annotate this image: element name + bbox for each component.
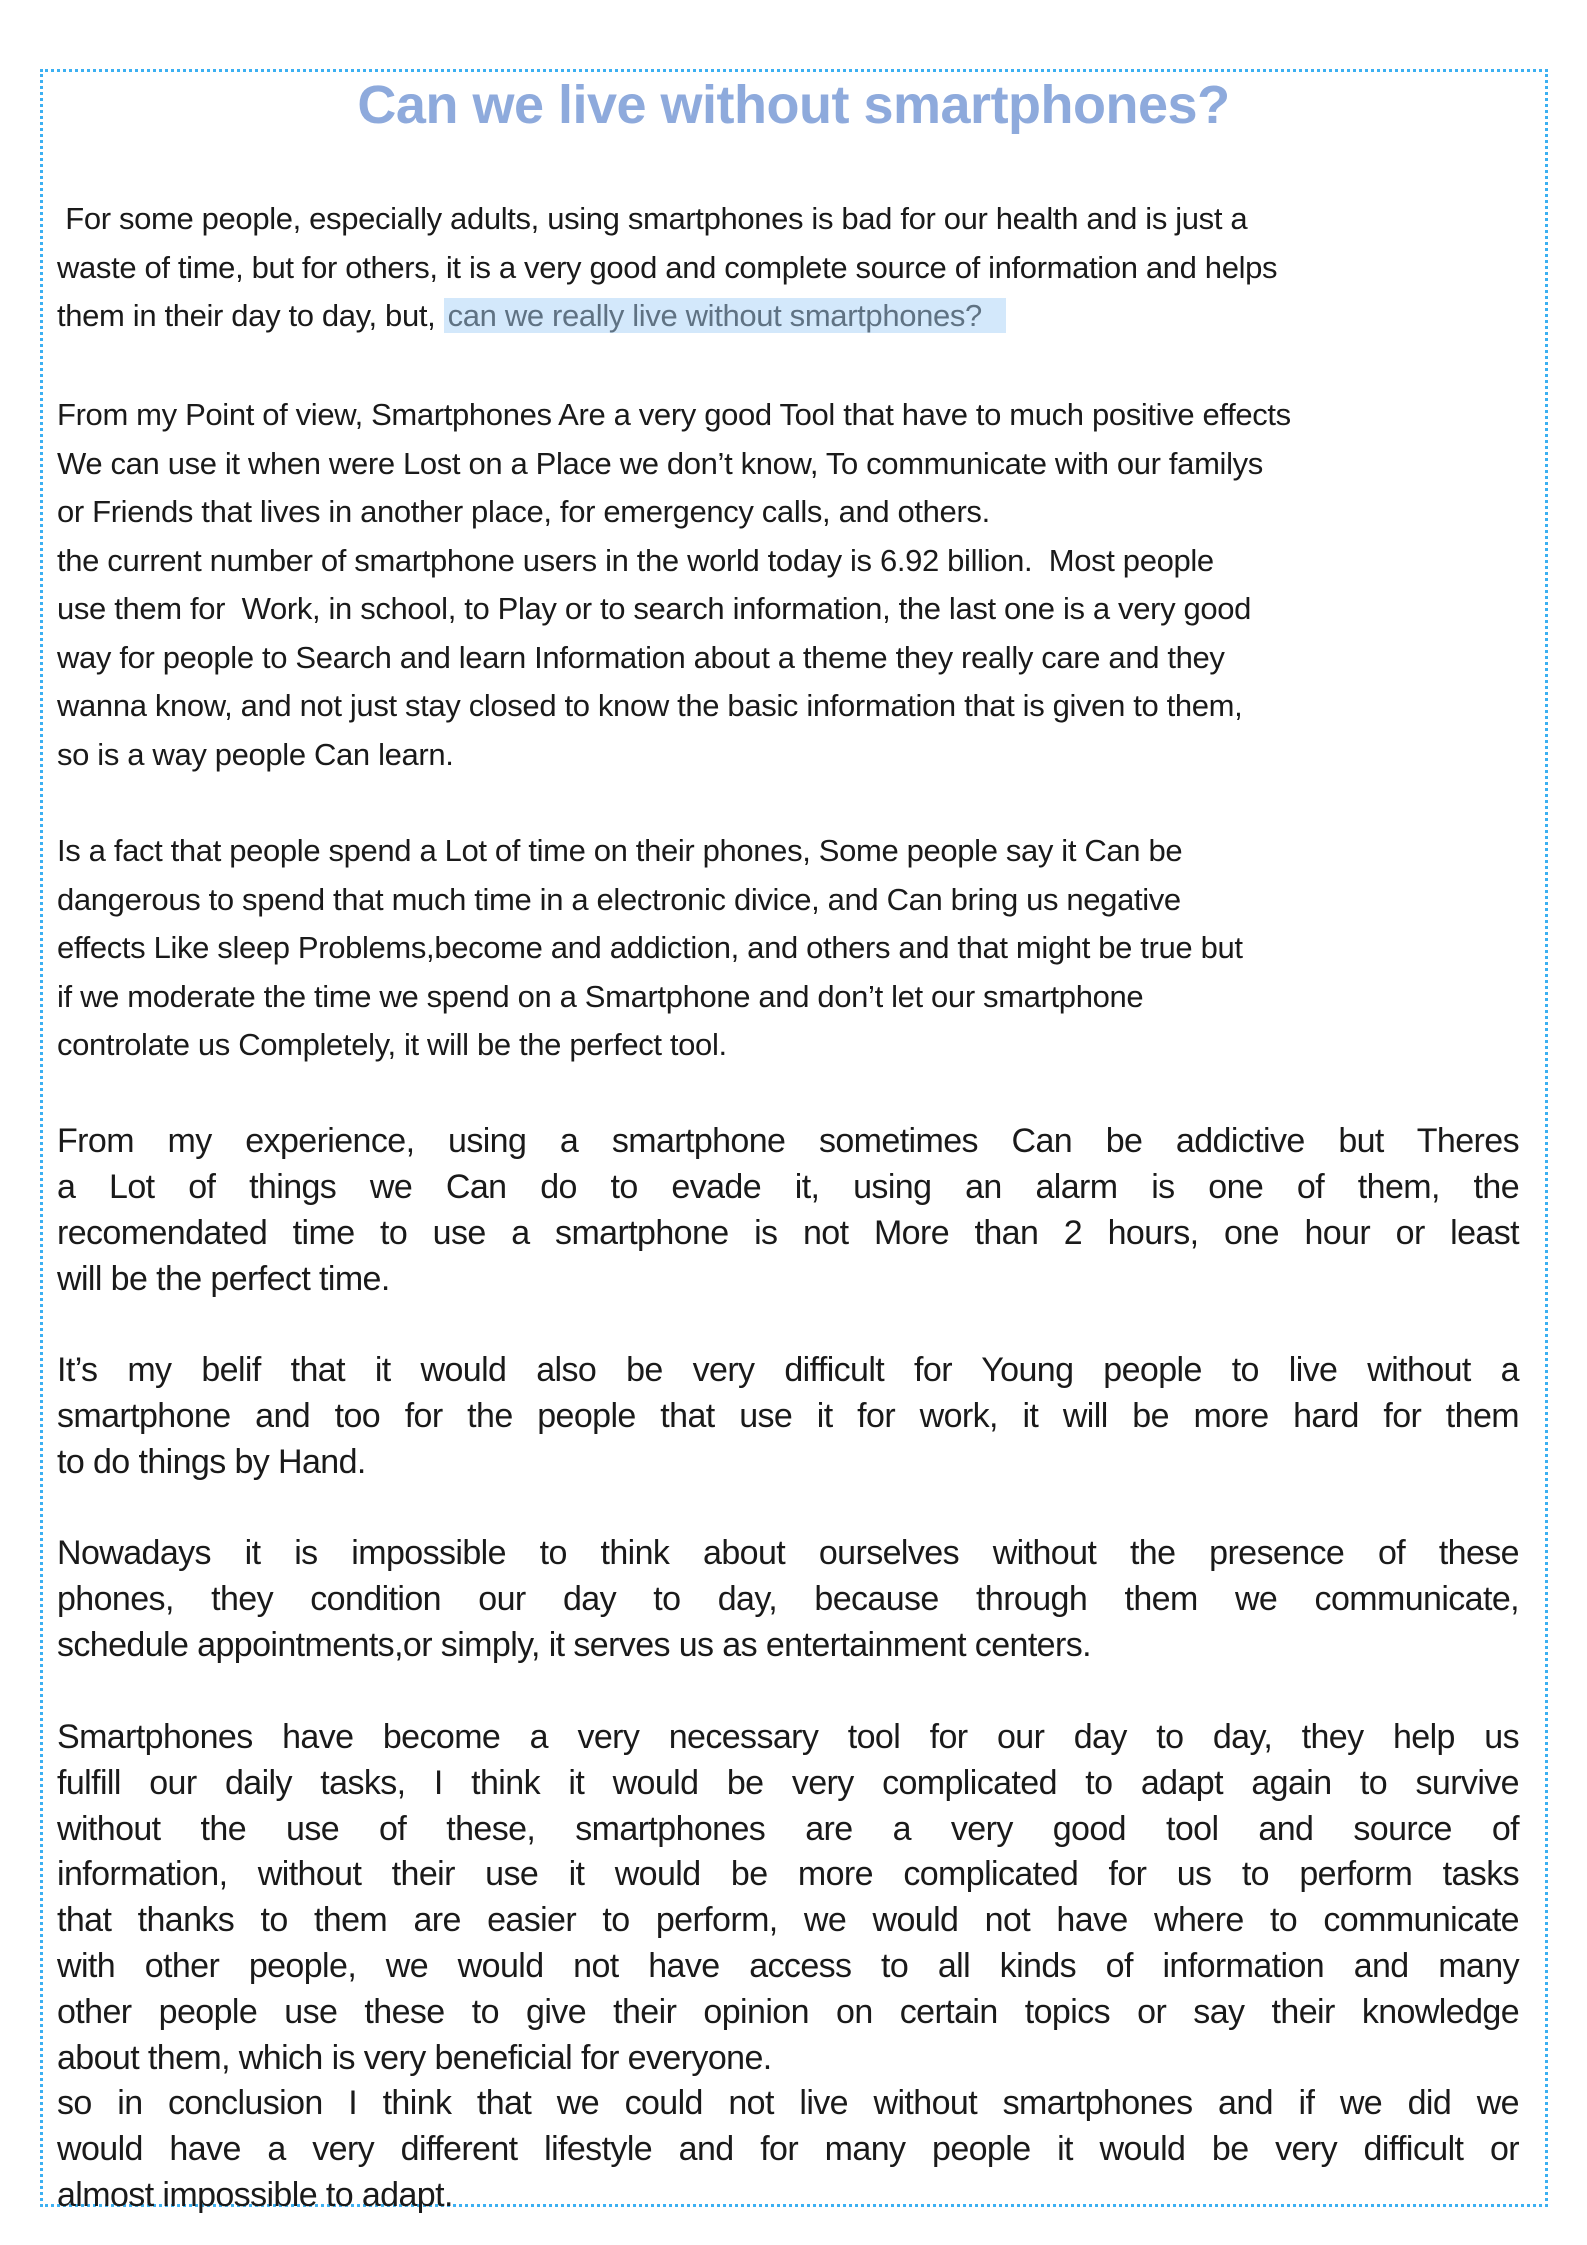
text-line: that thanks to them are easier to perform, we would not have where to communicate bbox=[57, 1901, 1519, 1940]
text-line: so is a way people Can learn. bbox=[57, 736, 454, 772]
text-line: use them for Work, in school, to Play or to search information, the last one is a very good bbox=[57, 591, 1252, 626]
text-line: dangerous to spend that much time in a electronic divice, and Can bring us negative bbox=[57, 881, 1181, 917]
text-line: recomendated time to use a smartphone is not More than 2 hours, one hour or least bbox=[57, 1214, 1519, 1252]
paragraph-nowadays bbox=[57, 1531, 1529, 1668]
highlighted-question[interactable]: can we really live without smartphones? bbox=[444, 298, 1006, 333]
text-line: We can use it when were Lost on a Place we don’t know, To communicate with our familys bbox=[57, 445, 1263, 481]
text-line: wanna know, and not just stay closed to know the basic information that is given to them, bbox=[57, 688, 1243, 723]
text-line: controlate us Completely, it will be the perfect tool. bbox=[57, 1027, 727, 1062]
text-line: so in conclusion I think that we could not live without smartphones and if we did we bbox=[57, 2084, 1519, 2123]
text-line: if we moderate the time we spend on a Smartphone and don’t let our smartphone bbox=[57, 978, 1144, 1014]
text-line: or Friends that lives in another place, for emergency calls, and others. bbox=[57, 494, 990, 529]
text-line: fulfill our daily tasks, I think it would be very complicated to adapt again to survive bbox=[57, 1763, 1519, 1802]
text-line: Nowadays it is impossible to think about ourselves without the presence of these bbox=[57, 1534, 1519, 1572]
paragraph-experience bbox=[57, 1118, 1529, 1302]
paragraph-point-of-view bbox=[57, 391, 1529, 779]
text-line: other people use these to give their opinion on certain topics or say their knowledge bbox=[57, 1992, 1519, 2031]
document-title: Can we live without smartphones? bbox=[357, 75, 1230, 135]
text-line: schedule appointments,or simply, it serves us as entertainment centers. bbox=[57, 1625, 1091, 1664]
text-line: a Lot of things we Can do to evade it, using an alarm is one of them, the bbox=[57, 1168, 1519, 1206]
paragraph-intro bbox=[57, 195, 1529, 341]
paragraph-conclusion bbox=[57, 1715, 1529, 2219]
text-line: way for people to Search and learn Information about a theme they really care and they bbox=[57, 639, 1225, 675]
text-line: effects Like sleep Problems,become and addiction, and others and that might be true but bbox=[57, 930, 1243, 965]
text-line: would have a very different lifestyle and for many people it would be very difficult or bbox=[57, 2130, 1519, 2169]
text-line: about them, which is very beneficial for everyone. bbox=[57, 2038, 772, 2077]
text-line: information, without their use it would be more complicated for us to perform tasks bbox=[57, 1855, 1519, 1894]
text-line: the current number of smartphone users in the world today is 6.92 billion. Most people bbox=[57, 542, 1214, 578]
text-line: waste of time, but for others, it is a very good and complete source of information and helps bbox=[57, 249, 1278, 285]
paragraph-time-spent bbox=[57, 827, 1529, 1070]
text-line: without the use of these, smartphones are a very good tool and source of bbox=[57, 1809, 1519, 1848]
text-line: It’s my belif that it would also be very difficult for Young people to live without a bbox=[57, 1351, 1519, 1389]
text-line: almost impossible to adapt. bbox=[57, 2175, 453, 2214]
text-segment: them in their day to day, but, bbox=[57, 298, 444, 333]
text-line: smartphone and too for the people that use it for work, it will be more hard for them bbox=[57, 1396, 1519, 1435]
text-line: From my experience, using a smartphone sometimes Can be addictive but Theres bbox=[57, 1122, 1519, 1160]
text-line: phones, they condition our day to day, because through them we communicate, bbox=[57, 1579, 1519, 1618]
text-line: with other people, we would not have access to all kinds of information and many bbox=[57, 1946, 1519, 1985]
text-line bbox=[57, 292, 1529, 341]
paragraph-belief bbox=[57, 1348, 1529, 1485]
text-line: will be the perfect time. bbox=[57, 1260, 390, 1298]
text-line: Smartphones have become a very necessary tool for our day to day, they help us bbox=[57, 1718, 1519, 1756]
text-line: From my Point of view, Smartphones Are a very good Tool that have to much positive effects bbox=[57, 397, 1291, 432]
text-line: Is a fact that people spend a Lot of time on their phones, Some people say it Can be bbox=[57, 833, 1183, 868]
text-line: to do things by Hand. bbox=[57, 1442, 366, 1481]
text-line: For some people, especially adults, using smartphones is bad for our health and is just a bbox=[57, 201, 1248, 236]
